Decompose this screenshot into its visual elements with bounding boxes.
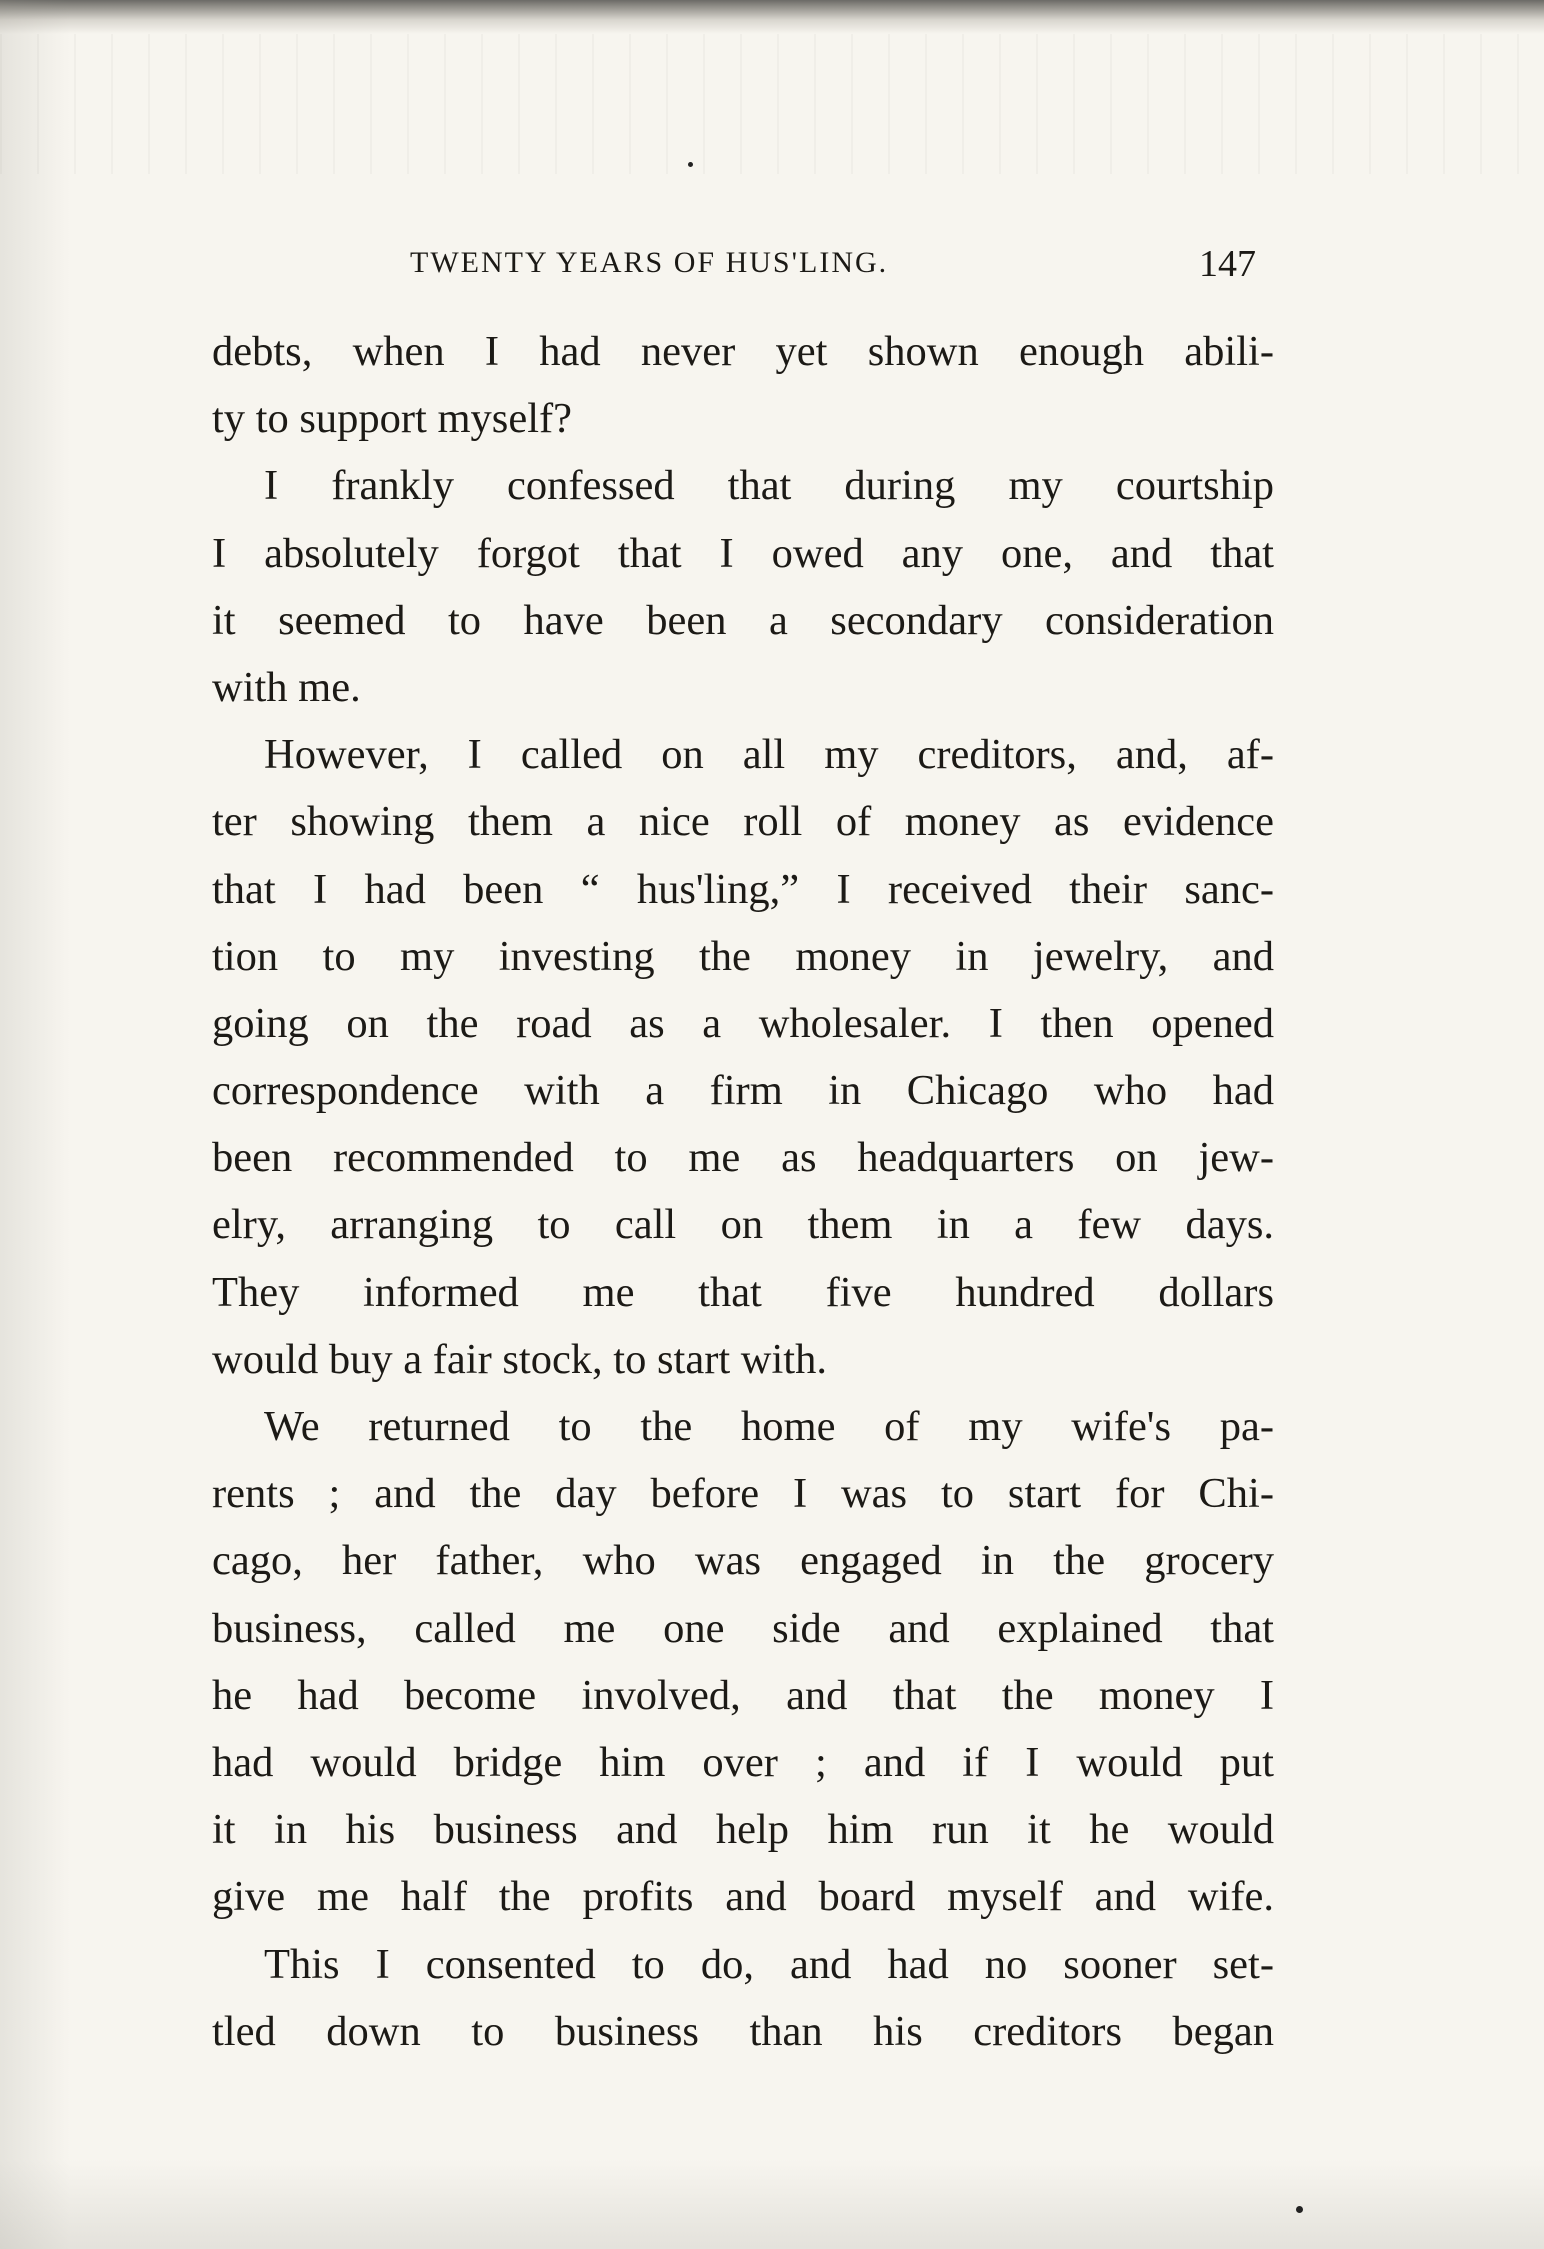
text-line: tion to my investing the money in jewelry, and — [212, 932, 1274, 980]
text-line: give me half the profits and board myself and wife. — [212, 1873, 1274, 1921]
text-line: he had become involved, and that the money I — [212, 1671, 1274, 1719]
ink-speck — [688, 162, 693, 167]
text-line: correspondence with a firm in Chicago who had — [212, 1067, 1274, 1115]
page-number: 147 — [1199, 243, 1256, 285]
scan-edge-top — [0, 0, 1544, 34]
running-head: TWENTY YEARS OF HUS'LING. — [410, 246, 889, 279]
page-header — [370, 242, 1260, 292]
scan-edge-bottom — [0, 2159, 1544, 2249]
text-line: ty to support myself? — [212, 395, 573, 443]
body-text — [212, 318, 1274, 2065]
text-line: cago, her father, who was engaged in the grocery — [212, 1537, 1274, 1585]
text-line: rents ; and the day before I was to start for Chi- — [212, 1470, 1274, 1518]
text-line: with me. — [212, 663, 361, 711]
text-line: had would bridge him over ; and if I would put — [212, 1738, 1274, 1786]
scan-edge-left — [0, 0, 70, 2249]
text-line: I frankly confessed that during my courtship — [264, 462, 1274, 510]
text-line: elry, arranging to call on them in a few days. — [212, 1201, 1274, 1249]
text-line: However, I called on all my creditors, and, af- — [264, 731, 1274, 779]
text-line: it seemed to have been a secondary consideration — [212, 596, 1274, 644]
text-line: ter showing them a nice roll of money as evidence — [212, 798, 1274, 846]
text-line: would buy a fair stock, to start with. — [212, 1335, 827, 1383]
text-line: it in his business and help him run it he would — [212, 1806, 1274, 1854]
text-line: They informed me that five hundred dollars — [212, 1268, 1274, 1316]
text-line: business, called me one side and explained that — [212, 1604, 1274, 1652]
text-line: going on the road as a wholesaler. I then opened — [212, 999, 1274, 1047]
text-line: I absolutely forgot that I owed any one, and that — [212, 529, 1274, 577]
text-line: that I had been “ hus'ling,” I received their sanc- — [212, 865, 1274, 913]
ink-speck — [1296, 2206, 1303, 2213]
text-line: debts, when I had never yet shown enough abili- — [212, 328, 1274, 375]
text-line: tled down to business than his creditors began — [212, 2007, 1274, 2055]
text-line: We returned to the home of my wife's pa- — [264, 1403, 1274, 1450]
text-line: been recommended to me as headquarters on jew- — [212, 1134, 1274, 1182]
text-line: This I consented to do, and had no sooner set- — [264, 1940, 1274, 1988]
scan-bleed-through — [0, 34, 1544, 174]
